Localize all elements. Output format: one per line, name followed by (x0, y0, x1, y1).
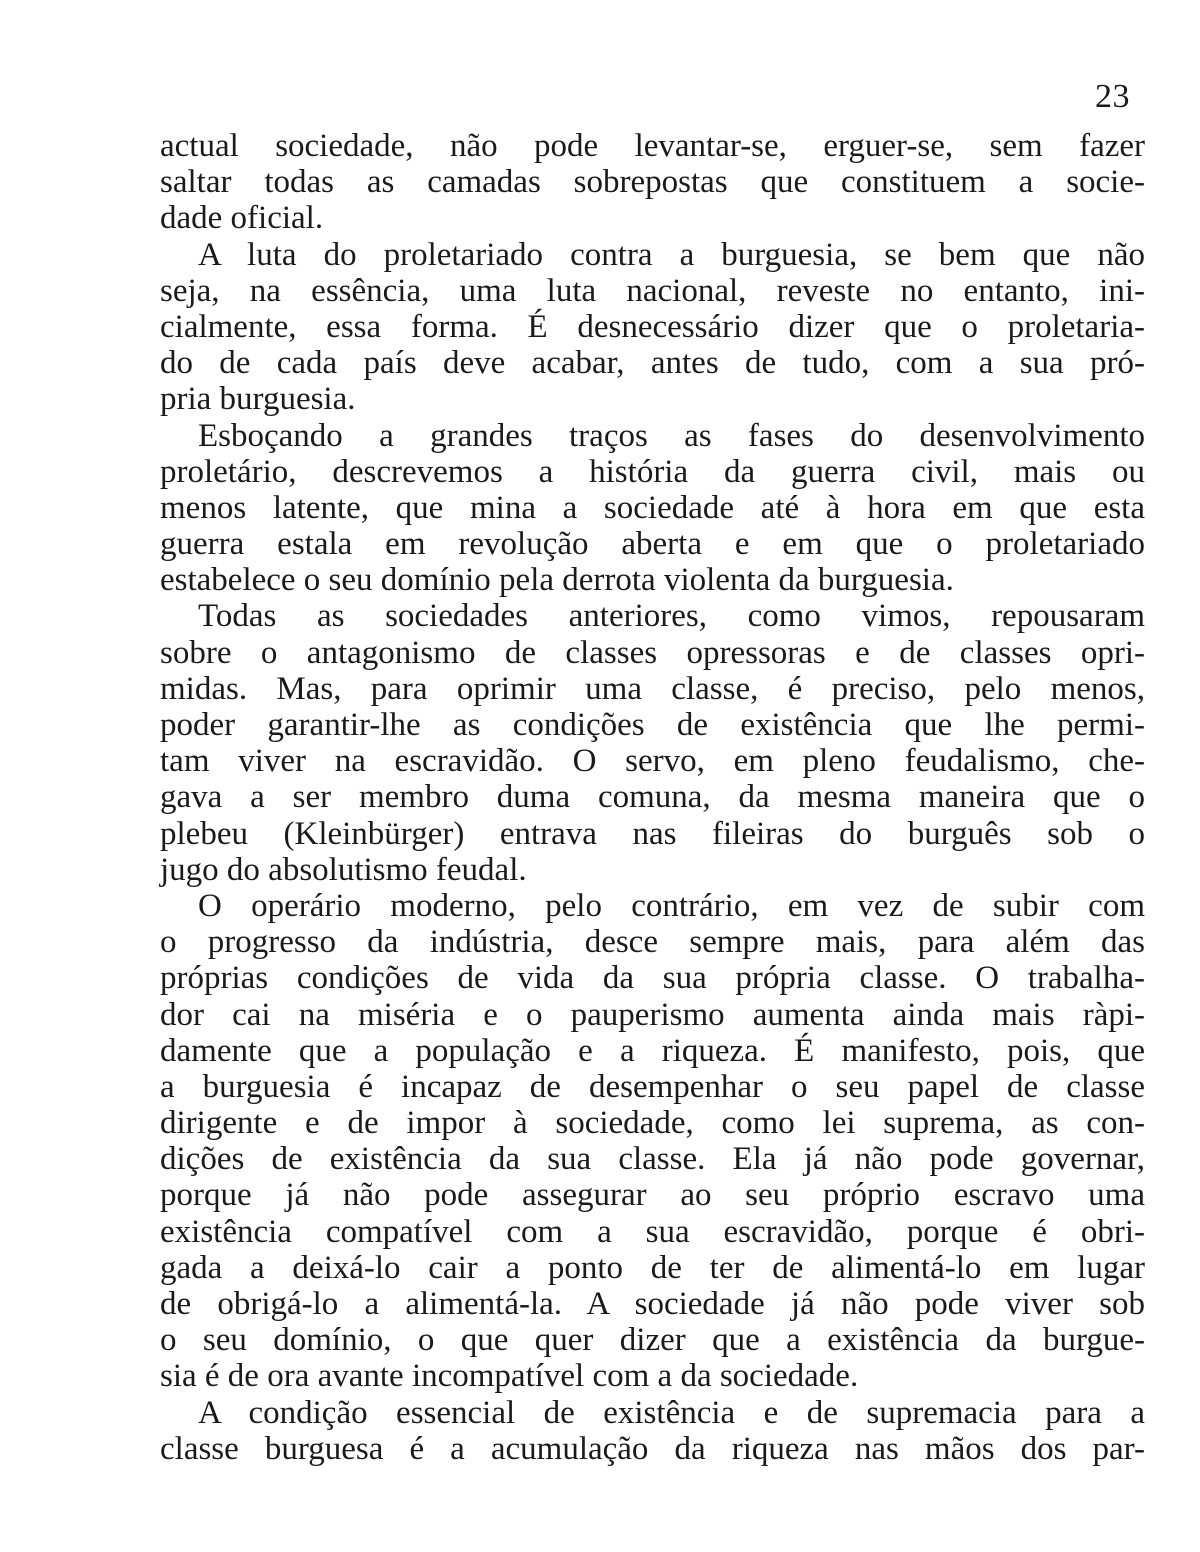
text-line: gada a deixá-lo cair a ponto de ter de alimentá-lo em lugar (160, 1249, 1145, 1286)
text-line: do de cada país deve acabar, antes de tudo, com a sua pró- (160, 345, 1145, 382)
text-line: dirigente e de impor à sociedade, como lei suprema, as con- (160, 1105, 1145, 1142)
text-line: sia é de ora avante incompatível com a da sociedade. (160, 1358, 859, 1395)
text-line: classe burguesa é a acumulação da riqueza nas mãos dos par- (160, 1430, 1145, 1467)
text-line: damente que a população e a riqueza. É manifesto, pois, que (160, 1032, 1145, 1069)
text-line: Esboçando a grandes traços as fases do desenvolvimento (198, 417, 1145, 454)
text-line: existência compatível com a sua escravidão, porque é obri- (160, 1213, 1145, 1250)
text-line: menos latente, que mina a sociedade até à hora em que esta (160, 489, 1145, 526)
text-line: dor cai na miséria e o pauperismo aumenta ainda mais ràpi- (160, 996, 1145, 1033)
text-line: guerra estala em revolução aberta e em que o proletariado (160, 526, 1145, 563)
text-line: dições de existência da sua classe. Ela já não pode governar, (160, 1141, 1145, 1178)
text-line: midas. Mas, para oprimir uma classe, é preciso, pelo menos, (160, 670, 1145, 707)
text-line: seja, na essência, uma luta nacional, reveste no entanto, ini- (160, 272, 1145, 309)
text-line: próprias condições de vida da sua própria classe. O trabalha- (160, 960, 1145, 997)
text-line: gava a ser membro duma comuna, da mesma maneira que o (160, 779, 1145, 816)
text-line: dade oficial. (160, 200, 324, 237)
text-line: cialmente, essa forma. É desnecessário dizer que o proletaria- (160, 308, 1145, 345)
text-line: saltar todas as camadas sobrepostas que constituem a socie- (160, 164, 1145, 201)
text-line: proletário, descrevemos a história da guerra civil, mais ou (160, 453, 1145, 490)
page-number: 23 (1095, 78, 1130, 115)
text-line: sobre o antagonismo de classes opressoras e de classes opri- (160, 634, 1145, 671)
text-line: actual sociedade, não pode levantar-se, erguer-se, sem fazer (160, 128, 1145, 164)
text-line: A luta do proletariado contra a burguesia, se bem que não (198, 236, 1145, 273)
text-line: estabelece o seu domínio pela derrota violenta da burguesia. (160, 562, 954, 599)
body-text (160, 128, 1145, 1467)
text-line: plebeu (Kleinbürger) entrava nas fileiras do burguês sob o (160, 815, 1145, 852)
text-line: Todas as sociedades anteriores, como vimos, repousaram (198, 598, 1145, 635)
text-line: tam viver na escravidão. O servo, em pleno feudalismo, che- (160, 743, 1145, 780)
text-line: poder garantir-lhe as condições de existência que lhe permi- (160, 707, 1145, 743)
text-line: jugo do absolutismo feudal. (160, 851, 527, 888)
text-line: de obrigá-lo a alimentá-la. A sociedade já não pode viver sob (160, 1286, 1145, 1322)
text-line: A condição essencial de existência e de supremacia para a (198, 1394, 1145, 1431)
text-line: o seu domínio, o que quer dizer que a existência da burgue- (160, 1322, 1145, 1359)
text-line: o progresso da indústria, desce sempre mais, para além das (160, 924, 1145, 961)
text-line: porque já não pode assegurar ao seu próprio escravo uma (160, 1177, 1145, 1214)
text-line: a burguesia é incapaz de desempenhar o seu papel de classe (160, 1068, 1145, 1105)
text-line: pria burguesia. (160, 381, 356, 418)
text-line: O operário moderno, pelo contrário, em vez de subir com (198, 887, 1145, 924)
